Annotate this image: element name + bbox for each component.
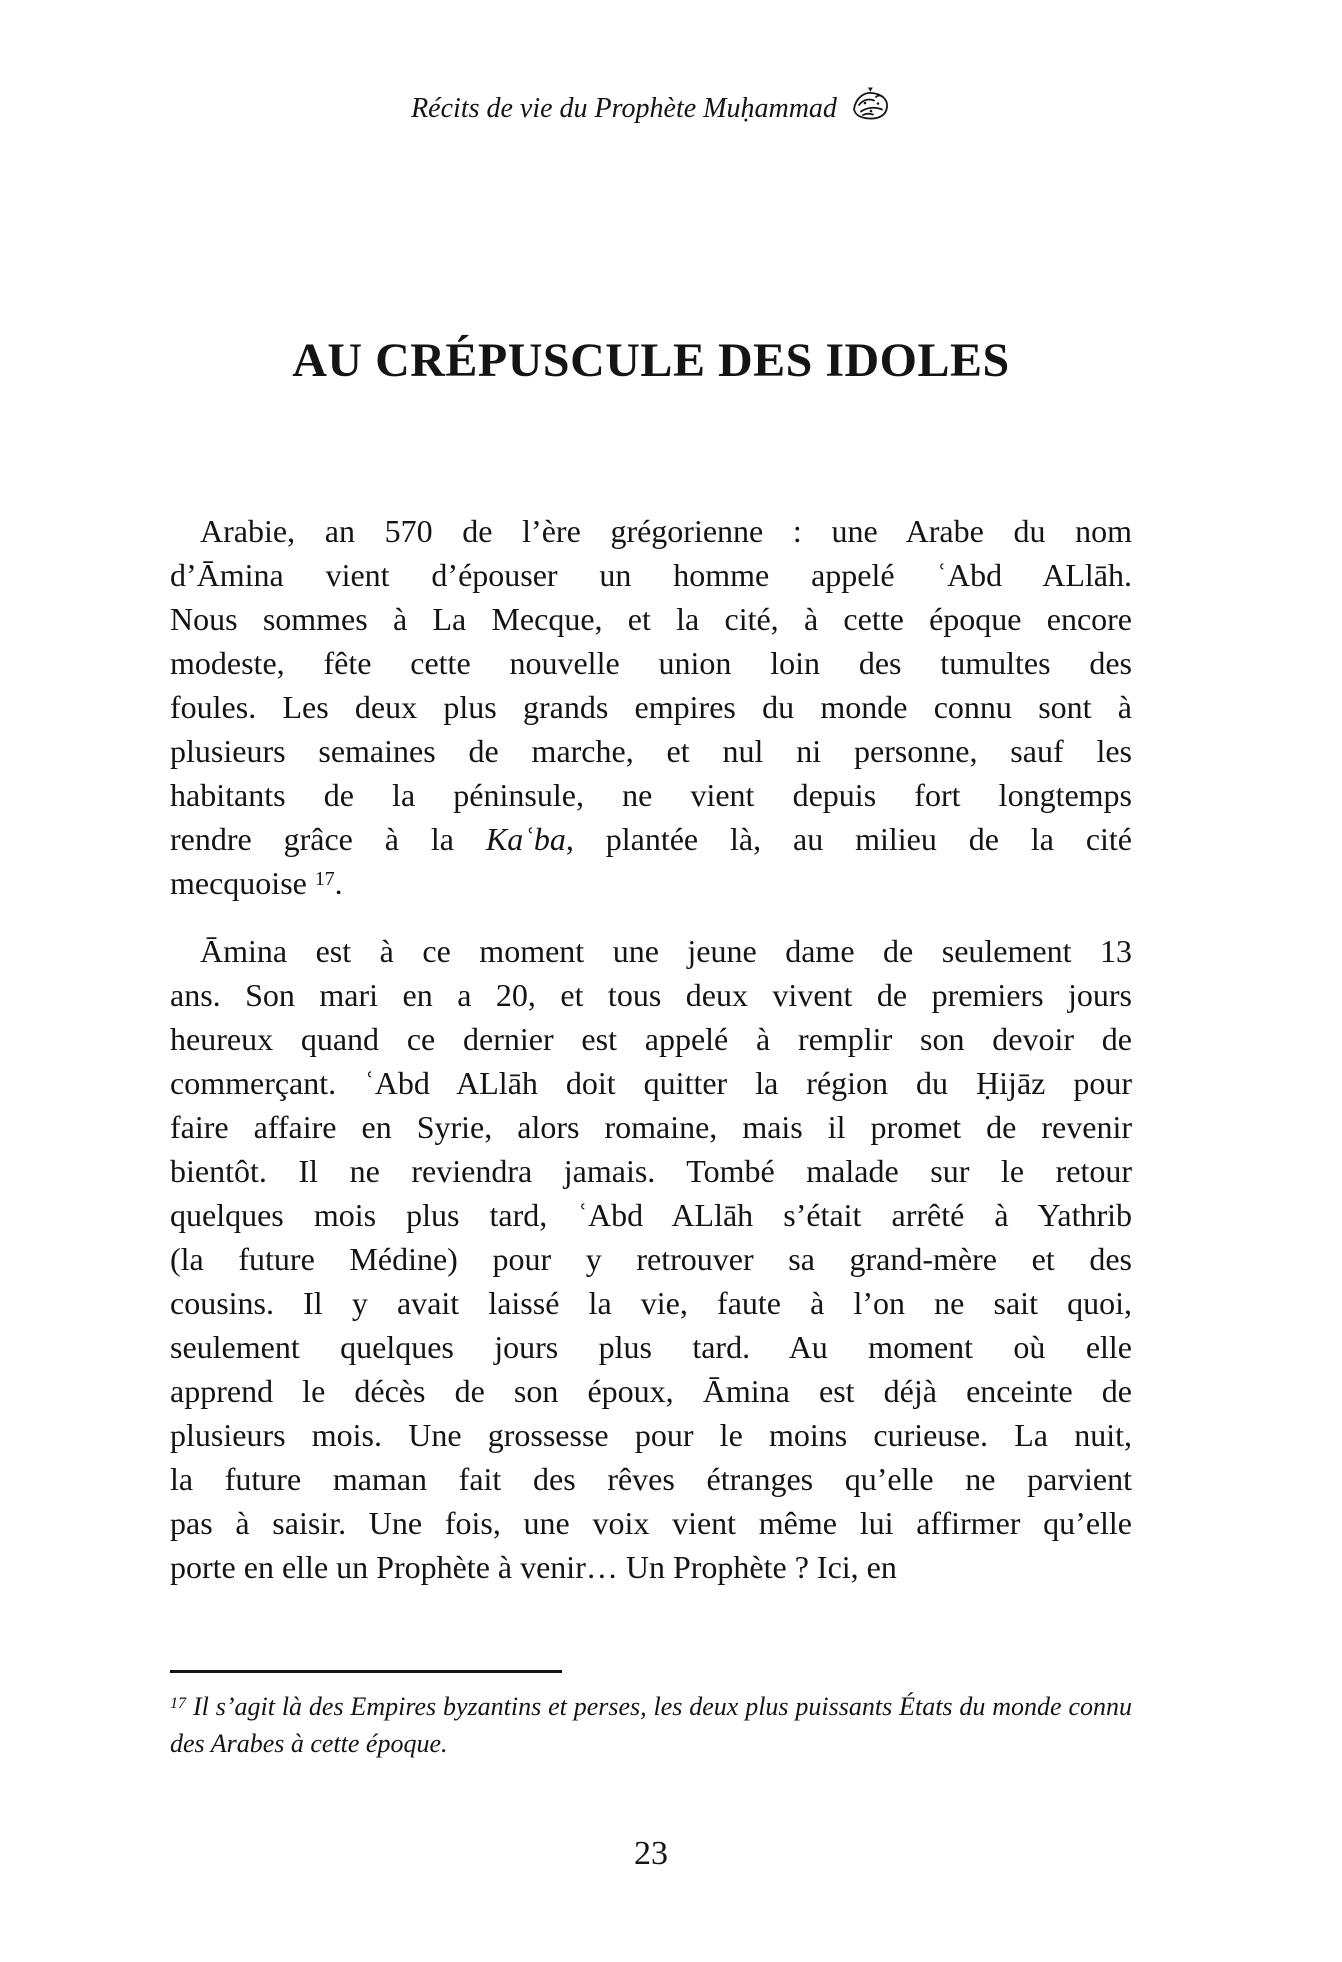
text-line [170, 861, 1132, 905]
footnote-reference: 17 [314, 868, 335, 891]
text-line [170, 929, 1132, 973]
page-number: 23 [634, 1835, 668, 1872]
paragraph [170, 929, 1132, 1589]
text-run: habitants de la péninsule, ne vient depuis fort longtemps [170, 777, 1132, 813]
paragraph [170, 509, 1132, 905]
text-run: commerçant. ʿAbd ALlāh doit quitter la région du Ḥijāz pour [170, 1065, 1132, 1101]
text-line [170, 597, 1132, 641]
running-header-title: Récits de vie du Prophète Muḥammad [411, 93, 837, 124]
text-run: Āmina est à ce moment une jeune dame de seulement 13 [200, 933, 1132, 969]
text-run: heureux quand ce dernier est appelé à remplir son devoir de [170, 1021, 1132, 1057]
text-line [170, 1325, 1132, 1369]
prophet-blessing-seal-icon [851, 86, 891, 134]
body-text [170, 509, 1132, 1589]
text-line [170, 973, 1132, 1017]
paragraph [170, 1688, 1132, 1762]
text-line [170, 817, 1132, 861]
text-line [170, 1237, 1132, 1281]
text-run: , plantée là, au milieu de la cité [565, 821, 1133, 857]
text-run: apprend le décès de son époux, Āmina est déjà enceinte de [170, 1373, 1132, 1409]
text-run: plusieurs semaines de marche, et nul ni personne, sauf les [170, 733, 1132, 769]
text-line [170, 685, 1132, 729]
text-run: porte en elle un Prophète à venir… Un Prophète ? Ici, en [170, 1549, 897, 1585]
text-line [170, 1725, 1132, 1762]
text-run: la future maman fait des rêves étranges qu’elle ne parvient [170, 1461, 1132, 1497]
text-line [170, 1413, 1132, 1457]
text-run: Il s’agit là des Empires byzantins et perses, les deux plus puissants États du monde connu [186, 1692, 1132, 1721]
text-line [170, 509, 1132, 553]
text-line [170, 729, 1132, 773]
text-line [170, 1105, 1132, 1149]
chapter-title: AU CRÉPUSCULE DES IDOLES [292, 334, 1010, 388]
text-run: d’Āmina vient d’épouser un homme appelé ʿAbd ALlāh. [170, 557, 1132, 593]
text-line [170, 1017, 1132, 1061]
text-run: rendre grâce à la [170, 821, 486, 857]
text-line [170, 1369, 1132, 1413]
text-line [170, 1061, 1132, 1105]
text-run: plusieurs mois. Une grossesse pour le moins curieuse. La nuit, [170, 1417, 1132, 1453]
text-line [170, 641, 1132, 685]
text-run: modeste, fête cette nouvelle union loin des tumultes des [170, 645, 1132, 681]
footnote-reference: 17 [170, 1694, 187, 1712]
text-run: des Arabes à cette époque. [170, 1729, 448, 1758]
text-run: Kaʿba [485, 821, 566, 857]
text-run: faire affaire en Syrie, alors romaine, mais il promet de revenir [170, 1109, 1132, 1145]
text-run: bientôt. Il ne reviendra jamais. Tombé malade sur le retour [170, 1153, 1132, 1189]
text-line [170, 1193, 1132, 1237]
text-run: quelques mois plus tard, ʿAbd ALlāh s’était arrêté à Yathrib [170, 1197, 1132, 1233]
text-line [170, 553, 1132, 597]
text-run: seulement quelques jours plus tard. Au moment où elle [170, 1329, 1132, 1365]
text-line [170, 1501, 1132, 1545]
footnote-rule [170, 1670, 562, 1673]
text-line [170, 1281, 1132, 1325]
text-run: pas à saisir. Une fois, une voix vient même lui affirmer qu’elle [170, 1505, 1132, 1541]
text-run: ans. Son mari en a 20, et tous deux vivent de premiers jours [170, 977, 1132, 1013]
text-run: Arabie, an 570 de l’ère grégorienne : une Arabe du nom [200, 513, 1132, 549]
text-run: (la future Médine) pour y retrouver sa grand-mère et des [170, 1241, 1132, 1277]
running-header [170, 84, 1132, 134]
text-line [170, 1457, 1132, 1501]
text-run: mecquoise [170, 865, 315, 901]
text-line [170, 1545, 1132, 1589]
text-line [170, 1149, 1132, 1193]
footnote [170, 1688, 1132, 1762]
text-run: cousins. Il y avait laissé la vie, faute à l’on ne sait quoi, [170, 1285, 1132, 1321]
text-run: foules. Les deux plus grands empires du monde connu sont à [170, 689, 1132, 725]
text-run: Nous sommes à La Mecque, et la cité, à cette époque encore [170, 601, 1132, 637]
text-line [170, 1688, 1132, 1725]
text-run: . [334, 865, 343, 901]
text-line [170, 773, 1132, 817]
